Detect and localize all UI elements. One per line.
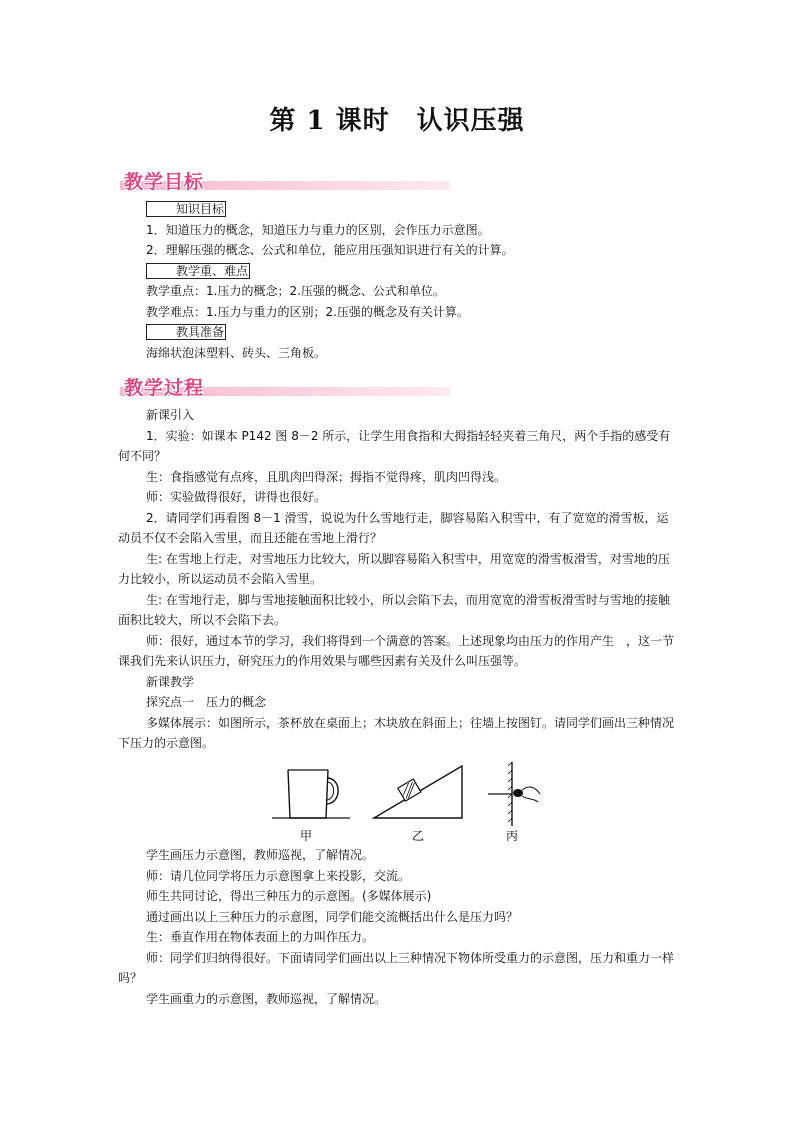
section-banner-objectives bbox=[120, 167, 450, 193]
subheading-intro: 新课引入 bbox=[146, 408, 195, 422]
process-body-1 bbox=[118, 405, 678, 754]
figure-label-b: 乙 bbox=[411, 829, 425, 843]
paragraph: 师：请几位同学将压力示意图拿上来投影，交流。 bbox=[146, 868, 411, 883]
knowledge-heading-line bbox=[118, 199, 678, 220]
figure-label-c: 丙 bbox=[505, 829, 519, 843]
figure-b-block-on-incline bbox=[374, 766, 462, 818]
subheading-explore-1: 探究点一 压力的概念 bbox=[146, 695, 267, 709]
tools-heading: 教具准备 bbox=[146, 324, 226, 340]
keypoints-heading-line bbox=[118, 261, 678, 282]
keypoints-heading: 教学重、难点 bbox=[146, 263, 250, 279]
lesson-title: 第 1 课时 认识压强 bbox=[269, 106, 525, 136]
figure-a-cup-on-table bbox=[272, 770, 350, 818]
knowledge-heading: 知识目标 bbox=[146, 201, 226, 217]
paragraph: 学生画压力示意图，教师巡视，了解情况。 bbox=[146, 848, 375, 862]
subheading-new-lesson: 新课教学 bbox=[146, 674, 195, 689]
objectives-body bbox=[118, 199, 678, 363]
paragraph: 通过画出以上三种压力的示意图，同学们能交流概括出什么是压力吗？ bbox=[146, 909, 519, 924]
pressure-figure bbox=[270, 760, 550, 846]
section-banner-process bbox=[120, 373, 450, 399]
figure-label-a: 甲 bbox=[299, 829, 313, 843]
tools-list: 海绵状泡沫塑料、砖头、三角板。 bbox=[146, 345, 327, 360]
paragraph: 2．请同学们再看图 8－1 滑雪，说说为什么雪地行走，脚容易陷入积雪中，有了宽宽的滑雪板，运动员不仅不会陷入雪里，而且还能在雪地上滑行？ bbox=[118, 510, 669, 545]
section-heading-process: 教学过程 bbox=[124, 377, 205, 399]
paragraph: 生：垂直作用在物体表面上的力叫作压力。 bbox=[146, 930, 375, 944]
paragraph: 师生共同讨论，得出三种压力的示意图。(多媒体展示) bbox=[146, 889, 432, 903]
section-heading-objectives: 教学目标 bbox=[124, 171, 205, 193]
objective-item: 1．知道压力的概念，知道压力与重力的区别，会作压力示意图。 bbox=[146, 222, 490, 237]
process-body-2 bbox=[118, 845, 678, 1009]
paragraph: 师：很好，通过本节的学习，我们将得到一个满意的答案。上述现象均由压力的作用产生 ，这一节课我们先来认识压力，研究压力的作用效果与哪些因素有关及什么叫压强等。 bbox=[118, 633, 675, 668]
paragraph: 师：同学们归纳得很好。下面请同学们画出以上三种情况下物体所受重力的示意图，压力和重力一样吗？ bbox=[118, 950, 675, 985]
difficult-point: 教学难点：1.压力与重力的区别；2.压强的概念及有关计算。 bbox=[146, 304, 469, 319]
paragraph: 生: 在雪地行走，脚与雪地接触面积比较小，所以会陷下去，而用宽宽的滑雪板滑雪时与雪地的接触面积比较大，所以不会陷下去。 bbox=[118, 592, 670, 627]
paragraph: 学生画重力的示意图，教师巡视，了解情况。 bbox=[146, 991, 387, 1006]
paragraph: 1．实验：如课本 P142 图 8－2 所示，让学生用食指和大拇指轻轻夹着三角尺，两个手指的感受有何不同？ bbox=[118, 428, 671, 463]
tools-heading-line bbox=[118, 322, 678, 343]
figure-c-thumbtack-wall bbox=[488, 762, 540, 826]
paragraph: 师：实验做得很好，讲得也很好。 bbox=[146, 490, 327, 504]
objective-item: 2．理解压强的概念、公式和单位，能应用压强知识进行有关的计算。 bbox=[146, 243, 514, 257]
key-point: 教学重点：1.压力的概念；2.压强的概念、公式和单位。 bbox=[146, 284, 445, 298]
paragraph: 多媒体展示：如图所示，茶杯放在桌面上；木块放在斜面上；往墙上按图钉。请同学们画出三种情况下压力的示意图。 bbox=[118, 715, 675, 750]
paragraph: 生：食指感觉有点疼，且肌肉凹得深；拇指不觉得疼，肌肉凹得浅。 bbox=[146, 469, 507, 484]
paragraph: 生: 在雪地上行走，对雪地压力比较大，所以脚容易陷入积雪中，用宽宽的滑雪板滑雪，对雪地的压力比较小，所以运动员不会陷入雪里。 bbox=[118, 551, 670, 586]
